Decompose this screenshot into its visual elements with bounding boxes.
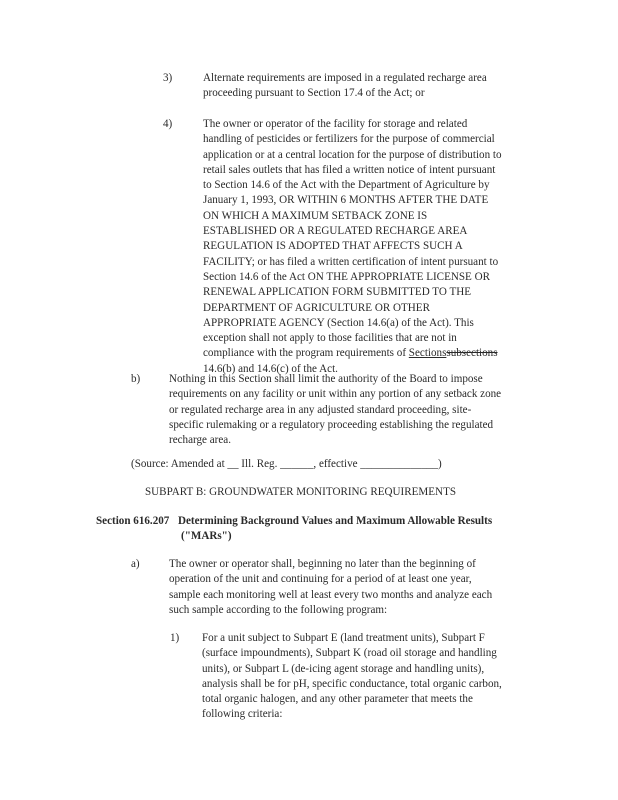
text-line: recharge area. — [169, 434, 231, 447]
text-fragment: compliance with the program requirements of — [203, 347, 409, 360]
text-line: analysis shall be for pH, specific conductance, total organic carbon, — [202, 677, 502, 690]
text-line-amended — [203, 346, 502, 361]
subpart-heading: SUBPART B: GROUNDWATER MONITORING REQUIREMENTS — [145, 486, 457, 498]
text-line: application or at a central location for the purpose of distribution to — [203, 148, 502, 161]
text-line: APPROPRIATE AGENCY (Section 14.6(a) of the Act). This — [203, 316, 474, 329]
inserted-text: Sections — [408, 347, 447, 360]
item-3-number: 3) — [163, 72, 173, 84]
section-title: Determining Background Values and Maximum Allowable Results — [178, 515, 493, 527]
section-title-continued: ("MARs") — [181, 530, 232, 543]
text-line: January 1, 1993, OR WITHIN 6 MONTHS AFTER THE DATE — [203, 194, 489, 207]
text-line: For a unit subject to Subpart E (land treatment units), Subpart F — [202, 632, 485, 644]
text-line: DEPARTMENT OF AGRICULTURE OR OTHER — [203, 301, 430, 314]
text-line: Alternate requirements are imposed in a regulated recharge area — [203, 72, 487, 84]
item-4-text — [203, 117, 502, 377]
text-line: such sample according to the following program: — [169, 603, 388, 616]
item-a-text — [169, 557, 492, 618]
text-line: units), or Subpart L (de-icing agent storage and handling units), — [202, 662, 485, 675]
text-line: or regulated recharge area in any adjusted standard proceeding, site- — [169, 403, 472, 416]
text-line: REGULATION IS ADOPTED THAT AFFECTS SUCH A — [203, 240, 463, 253]
text-line: ESTABLISHED OR A REGULATED RECHARGE AREA — [203, 225, 468, 238]
text-line: specific rulemaking or a regulatory proceeding establishing the regulated — [169, 418, 494, 431]
text-line: 14.6(b) and 14.6(c) of the Act. — [203, 362, 338, 375]
deleted-text: subsections — [446, 347, 498, 360]
text-line: handling of pesticides or fertilizers for the purpose of commercial — [203, 133, 495, 146]
text-line: The owner or operator shall, beginning no later than the beginning of — [169, 558, 476, 570]
text-line: FACILITY; or has filed a written certification of intent pursuant to — [203, 255, 499, 268]
text-line: following criteria: — [202, 708, 283, 721]
text-line: RENEWAL APPLICATION FORM SUBMITTED TO THE — [203, 286, 472, 299]
text-line: operation of the unit and continuing for a period of at least one year, — [169, 573, 472, 586]
text-line: The owner or operator of the facility for storage and related — [203, 118, 468, 130]
item-a1-text — [202, 631, 502, 723]
item-3-text — [203, 71, 487, 102]
text-line: sample each monitoring well at least every two months and analyze each — [169, 588, 493, 601]
item-b-number: b) — [131, 373, 141, 385]
source-note: (Source: Amended at __ Ill. Reg. ______, effective ______________) — [131, 458, 442, 470]
text-line: requirements on any facility or unit within any portion of any setback zone — [169, 388, 502, 401]
text-line: Section 14.6 of the Act ON THE APPROPRIATE LICENSE OR — [203, 270, 491, 283]
item-a1-number: 1) — [170, 632, 180, 644]
text-line: proceeding pursuant to Section 17.4 of the Act; or — [203, 87, 425, 100]
section-number: Section 616.207 — [96, 515, 170, 527]
item-a-number: a) — [131, 558, 140, 570]
text-line: total organic halogen, and any other parameter that meets the — [202, 693, 473, 706]
text-line: retail sales outlets that has filed a written notice of intent pursuant — [203, 163, 496, 176]
text-line: ON WHICH A MAXIMUM SETBACK ZONE IS — [203, 209, 428, 222]
text-line: exception shall not apply to those facilities that are not in — [203, 332, 457, 345]
item-4-number: 4) — [163, 118, 173, 130]
text-line: to Section 14.6 of the Act with the Department of Agriculture by — [203, 179, 490, 192]
item-b-text — [169, 372, 501, 448]
text-line: Nothing in this Section shall limit the authority of the Board to impose — [169, 373, 483, 385]
text-line: (surface impoundments), Subpart K (road oil storage and handling — [202, 647, 497, 660]
